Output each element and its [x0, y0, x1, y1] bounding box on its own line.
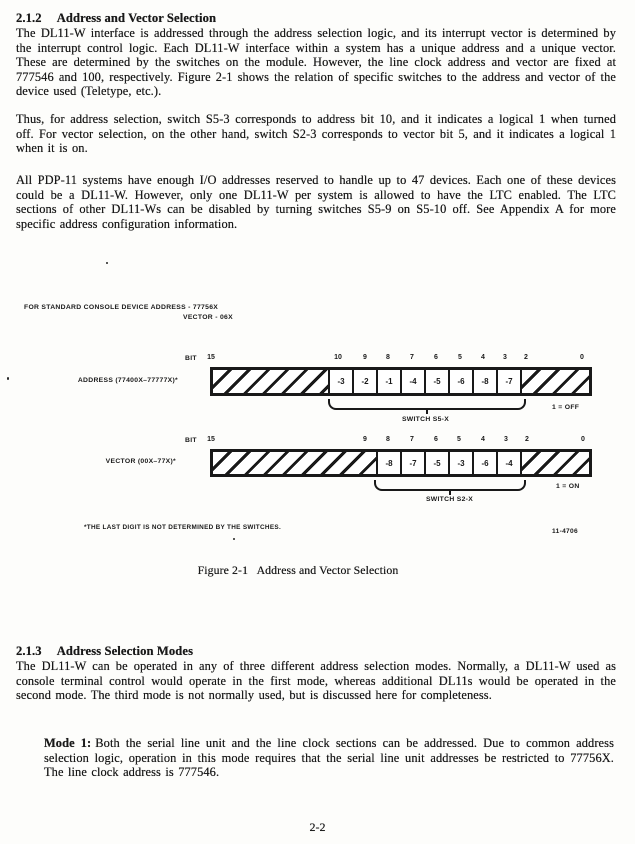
section-title: Address and Vector Selection — [56, 11, 217, 25]
figure-footnote: *THE LAST DIGIT IS NOT DETERMINED BY THE SWITCHES. — [84, 524, 282, 531]
figure-header-line1: FOR STANDARD CONSOLE DEVICE ADDRESS - 77756X — [24, 304, 219, 311]
bit-label: 6 — [434, 436, 438, 443]
bit-label: 15 — [207, 354, 215, 361]
switch-cell-label: -1 — [385, 377, 393, 386]
section-heading-2-1-3 — [16, 644, 193, 659]
switch-cell — [472, 452, 496, 474]
switch-cell-label: -5 — [433, 377, 441, 386]
switch-cell — [376, 452, 400, 474]
mode-1-text: Both the serial line unit and the line clock sections can be addressed. Due to common address selection logic, operation in this mode requires that the serial line unit addresses be restricted to 77756X. The line clock address is 777546. — [44, 736, 614, 780]
switch-cell-label: -4 — [409, 377, 417, 386]
switch-cell-label: -7 — [505, 377, 513, 386]
bit-word-vector: BIT — [185, 437, 197, 444]
vector-register-box — [210, 449, 592, 477]
address-register-box — [210, 367, 592, 396]
switch-cell — [424, 452, 448, 474]
bit-label: 0 — [581, 436, 585, 443]
switch-cell-label: -2 — [361, 377, 369, 386]
switch-cell — [400, 370, 424, 393]
bit-label: 9 — [363, 436, 367, 443]
section-title: Address Selection Modes — [56, 644, 194, 658]
bit-label: 2 — [524, 354, 528, 361]
switch-cell — [448, 370, 472, 393]
switch-cell — [328, 370, 352, 393]
bit-label: 3 — [504, 436, 508, 443]
paragraph: Thus, for address selection, switch S5-3 corresponds to address bit 10, and it indicates a logical 1 when turned off. For vector selection, on the other hand, switch S2-3 corresponds to vector bit 5, and it indicates a logical 1 when it is on. — [16, 112, 616, 156]
bit-label: 5 — [458, 354, 462, 361]
bit-label: 10 — [334, 354, 342, 361]
bit-label: 3 — [503, 354, 507, 361]
switch-cell — [376, 370, 400, 393]
switch-cell — [496, 452, 520, 474]
address-register-label: ADDRESS (77400X–77777X)* — [77, 377, 178, 384]
switch-cell-label: -4 — [505, 458, 513, 468]
hatched-field — [213, 370, 328, 393]
bit-label: 4 — [481, 436, 485, 443]
switch-cell-label: -8 — [385, 458, 393, 468]
switch-cell — [448, 452, 472, 474]
switch-cell-label: -3 — [457, 458, 465, 468]
paragraph: All PDP-11 systems have enough I/O addresses reserved to handle up to 47 devices. Each one of these devices could be a DL11-W. However, only one DL11-W per system is allowed to have the LTC enabled. The LTC sections of other DL11-Ws can be disabled by turning switches S5-9 on S5-10 off. See Appendix A for more specific address configuration information. — [16, 173, 616, 231]
switch-cell-label: -7 — [409, 458, 417, 468]
mode-1-paragraph — [44, 736, 614, 780]
figure-header-line2: VECTOR - 06X — [183, 314, 233, 321]
switch-cell-label: -3 — [337, 377, 345, 386]
switch-cell-label: -5 — [433, 458, 441, 468]
bit-label: 4 — [481, 354, 485, 361]
switch-cell-label: -6 — [481, 458, 489, 468]
page-number: 2-2 — [309, 820, 326, 834]
mode-1-label: Mode 1: — [44, 736, 92, 750]
brace — [374, 480, 526, 491]
paragraph: The DL11-W can be operated in any of three different address selection modes. Normally, a DL11-W used as console terminal control would operate in the first mode, whereas additional DL11s would be operated in the second mode. The third mode is not normally used, but is discussed here for completeness. — [16, 659, 616, 703]
section-heading-2-1-2 — [16, 11, 216, 26]
switch-cell — [424, 370, 448, 393]
scan-artifact — [7, 377, 9, 380]
bit-label: 8 — [386, 354, 390, 361]
switch-cell — [472, 370, 496, 393]
bit-label: 0 — [580, 354, 584, 361]
bit-label: 7 — [410, 354, 414, 361]
section-number: 2.1.3 — [16, 644, 42, 658]
bit-label: 5 — [457, 436, 461, 443]
switch-cell-label: -8 — [481, 377, 489, 386]
bit-label: 2 — [525, 436, 529, 443]
switch-cell — [496, 370, 520, 393]
switch-cell — [352, 370, 376, 393]
bit-label: 8 — [386, 436, 390, 443]
vector-register-label: VECTOR (00X–77X)* — [105, 458, 176, 465]
scan-artifact — [233, 538, 235, 540]
switch-s2-label: SWITCH S2-X — [425, 496, 474, 503]
figure-caption: Figure 2-1 Address and Vector Selection — [197, 563, 399, 577]
section-number: 2.1.2 — [16, 11, 42, 25]
paragraph: The DL11-W interface is addressed through the address selection logic, and its interrupt vector is determined by the interrupt control logic. Each DL11-W interface within a system has a unique address and a unique vector. These are determined by the switches on the module. However, the line clock address and vector are fixed at 777546 and 100, respectively. Figure 2-1 shows the relation of specific switches to the address and vector of the device used (Teletype, etc.). — [16, 26, 616, 99]
hatched-field — [520, 452, 589, 474]
bit-label: 15 — [207, 436, 215, 443]
brace — [328, 399, 526, 410]
switch-s5-label: SWITCH S5-X — [401, 416, 450, 423]
bit-label: 6 — [434, 354, 438, 361]
hatched-field — [213, 452, 376, 474]
switch-cell-label: -6 — [457, 377, 465, 386]
vector-legend: 1 = ON — [556, 483, 580, 490]
address-legend: 1 = OFF — [552, 404, 580, 411]
hatched-field — [520, 370, 589, 393]
switch-cell — [400, 452, 424, 474]
bit-word-address: BIT — [185, 355, 197, 362]
figure-2-1 — [0, 300, 635, 590]
scan-artifact — [106, 262, 108, 264]
drawing-number: 11-4706 — [552, 528, 578, 535]
bit-label: 9 — [363, 354, 367, 361]
bit-label: 7 — [410, 436, 414, 443]
